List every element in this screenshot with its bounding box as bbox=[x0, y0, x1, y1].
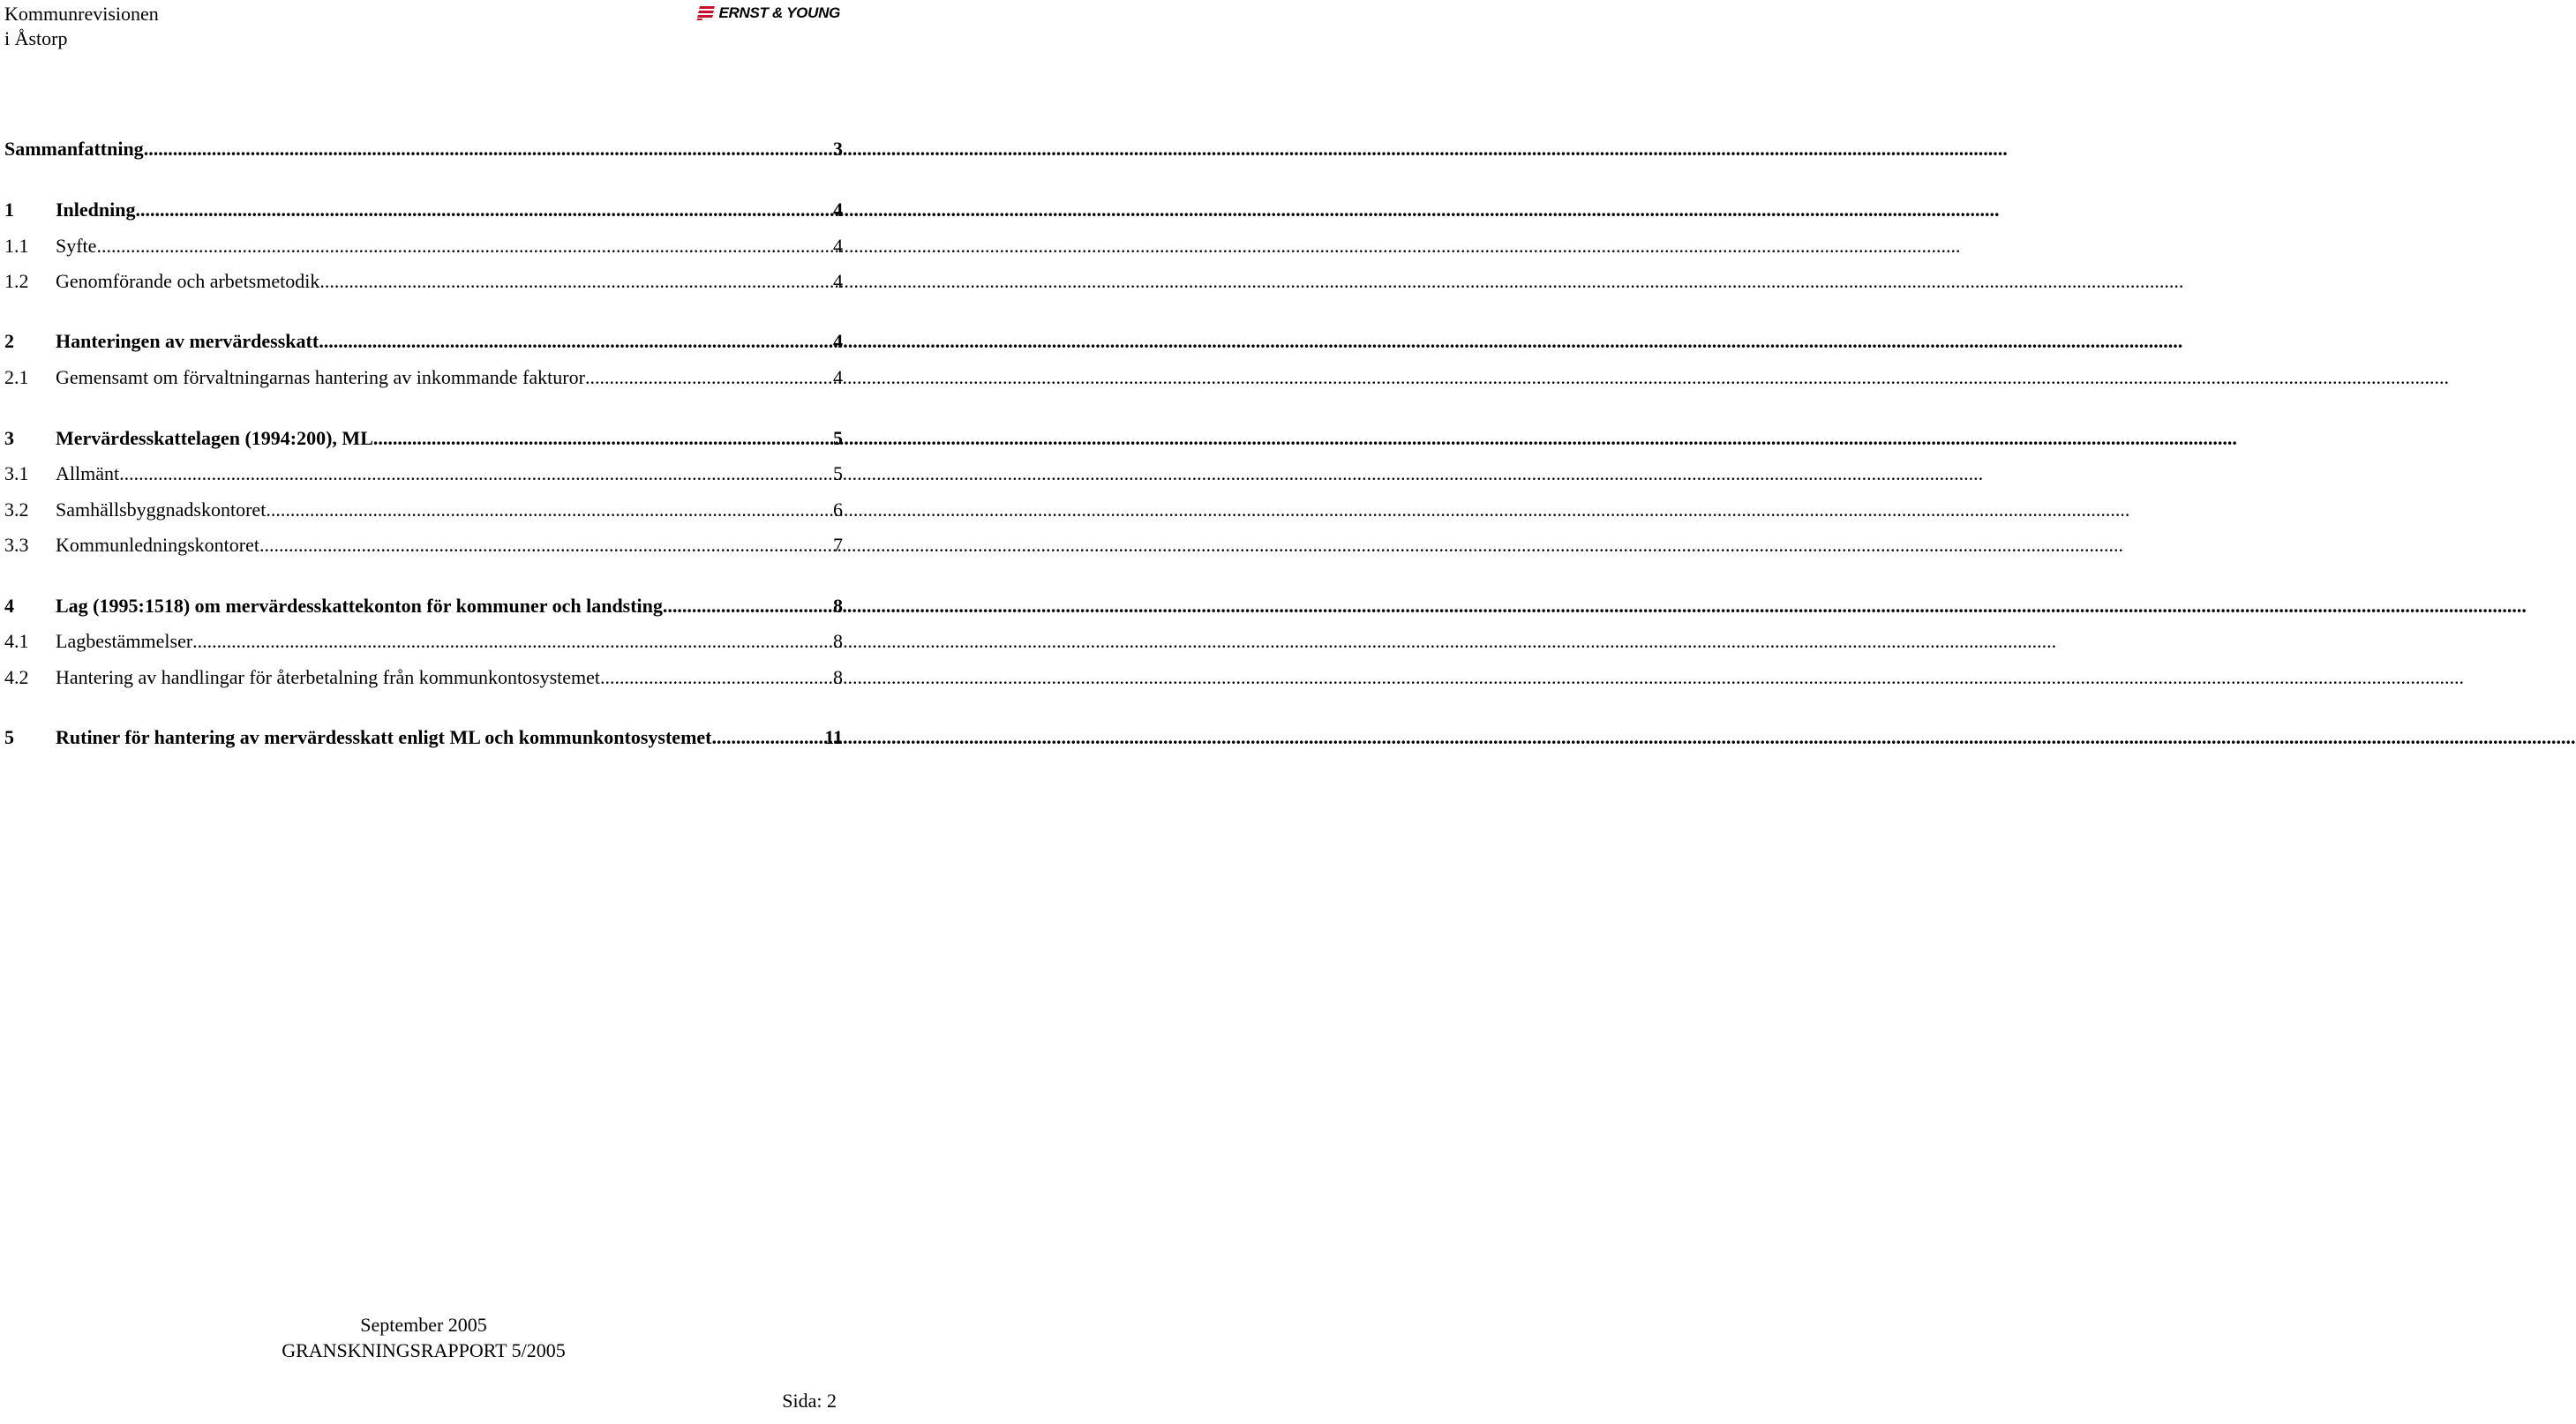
toc-number: 1.1 bbox=[4, 235, 29, 257]
toc-title: Gemensamt om förvaltningarnas hantering av inkommande fakturor bbox=[56, 366, 585, 388]
toc-leader bbox=[119, 461, 831, 486]
toc-leader bbox=[585, 365, 831, 390]
toc-leader bbox=[136, 198, 832, 222]
toc-title: Hantering av handlingar för återbetalning från kommunkontosystemet bbox=[56, 666, 601, 688]
toc-title: Rutiner för hantering av mervärdesskatt enligt ML och kommunkontosystemet bbox=[56, 726, 712, 748]
toc-page-number: 5 bbox=[833, 462, 843, 484]
footer-report-id: GRANSKNINGSRAPPORT 5/2005 bbox=[282, 1339, 566, 1361]
toc-leader bbox=[319, 269, 831, 294]
toc-leader bbox=[663, 594, 831, 618]
toc-entry-4-2[interactable] bbox=[4, 665, 843, 690]
toc-page-number: 4 bbox=[833, 330, 843, 352]
toc-entry-2[interactable] bbox=[4, 329, 843, 354]
toc-leader bbox=[600, 665, 831, 690]
toc-page-number: 8 bbox=[833, 666, 843, 688]
toc-title: Lagbestämmelser bbox=[56, 630, 193, 652]
toc-entry-3-3[interactable] bbox=[4, 533, 843, 558]
toc-page-number: 5 bbox=[833, 427, 843, 449]
toc-page-number: 4 bbox=[833, 199, 843, 221]
toc-number: 3.1 bbox=[4, 462, 29, 484]
toc-number: 2 bbox=[4, 330, 14, 352]
toc-page-number: 4 bbox=[833, 270, 843, 292]
toc-page-number: 8 bbox=[833, 630, 843, 652]
toc-entry-3[interactable] bbox=[4, 426, 843, 451]
toc-title: Inledning bbox=[56, 199, 136, 221]
toc-page-number: 7 bbox=[833, 534, 843, 556]
toc-leader bbox=[712, 725, 823, 750]
toc-entry-3-2[interactable] bbox=[4, 498, 843, 522]
toc-number: 1 bbox=[4, 199, 14, 221]
toc-page-number: 4 bbox=[833, 235, 843, 257]
toc-entry-4-1[interactable] bbox=[4, 629, 843, 654]
toc-title: Syfte bbox=[56, 235, 97, 257]
toc-leader bbox=[319, 329, 831, 354]
header-organization bbox=[4, 2, 159, 51]
toc-title: Hanteringen av mervärdesskatt bbox=[56, 330, 319, 352]
toc-entry-1[interactable] bbox=[4, 198, 843, 222]
toc-page-number: 8 bbox=[833, 595, 843, 617]
toc-number: 3 bbox=[4, 427, 14, 449]
page-number: Sida: 2 bbox=[782, 1390, 837, 1412]
toc-title: Allmänt bbox=[56, 462, 120, 484]
toc-entry-2-1[interactable] bbox=[4, 365, 843, 390]
toc-title: Sammanfattning bbox=[4, 138, 144, 160]
toc-number: 2.1 bbox=[4, 366, 29, 388]
toc-entry-1-2[interactable] bbox=[4, 269, 843, 294]
toc-number: 4 bbox=[4, 595, 14, 617]
logo-text: ERNST & YOUNG bbox=[718, 4, 840, 21]
toc-title: Mervärdesskattelagen (1994:200), ML bbox=[56, 427, 373, 449]
toc-number: 4.2 bbox=[4, 666, 29, 688]
ernst-young-logo bbox=[695, 4, 840, 22]
toc-number: 5 bbox=[4, 726, 14, 748]
toc-title: Genomförande och arbetsmetodik bbox=[56, 270, 320, 292]
toc-leader bbox=[259, 533, 831, 558]
toc-leader bbox=[192, 629, 831, 654]
toc-title: Samhällsbyggnadskontoret bbox=[56, 498, 267, 521]
org-name-line2: i Åstorp bbox=[4, 27, 68, 49]
ey-stripes-logo-icon bbox=[695, 5, 716, 21]
toc-title: Lag (1995:1518) om mervärdesskattekonton för kommuner och landsting bbox=[56, 595, 663, 617]
toc-page-number: 6 bbox=[833, 498, 843, 521]
toc-leader bbox=[96, 234, 831, 259]
toc-page-number: 4 bbox=[833, 366, 843, 388]
toc-page-number: 11 bbox=[824, 726, 843, 748]
toc-entry-3-1[interactable] bbox=[4, 461, 843, 486]
toc-number: 3.2 bbox=[4, 498, 29, 521]
toc-page-number: 3 bbox=[833, 138, 843, 160]
toc-number: 4.1 bbox=[4, 630, 29, 652]
toc-leader bbox=[266, 498, 831, 522]
toc-entry-sammanfattning[interactable] bbox=[4, 137, 843, 161]
toc-entry-4[interactable] bbox=[4, 594, 843, 618]
org-name-line1: Kommunrevisionen bbox=[4, 3, 159, 25]
toc-entry-5[interactable] bbox=[4, 725, 843, 750]
toc-title: Kommunledningskontoret bbox=[56, 534, 259, 556]
toc-number: 3.3 bbox=[4, 534, 29, 556]
toc-leader bbox=[144, 137, 831, 161]
footer-date: September 2005 bbox=[360, 1314, 487, 1336]
toc-number: 1.2 bbox=[4, 270, 29, 292]
toc-leader bbox=[373, 426, 831, 451]
toc-entry-1-1[interactable] bbox=[4, 234, 843, 259]
